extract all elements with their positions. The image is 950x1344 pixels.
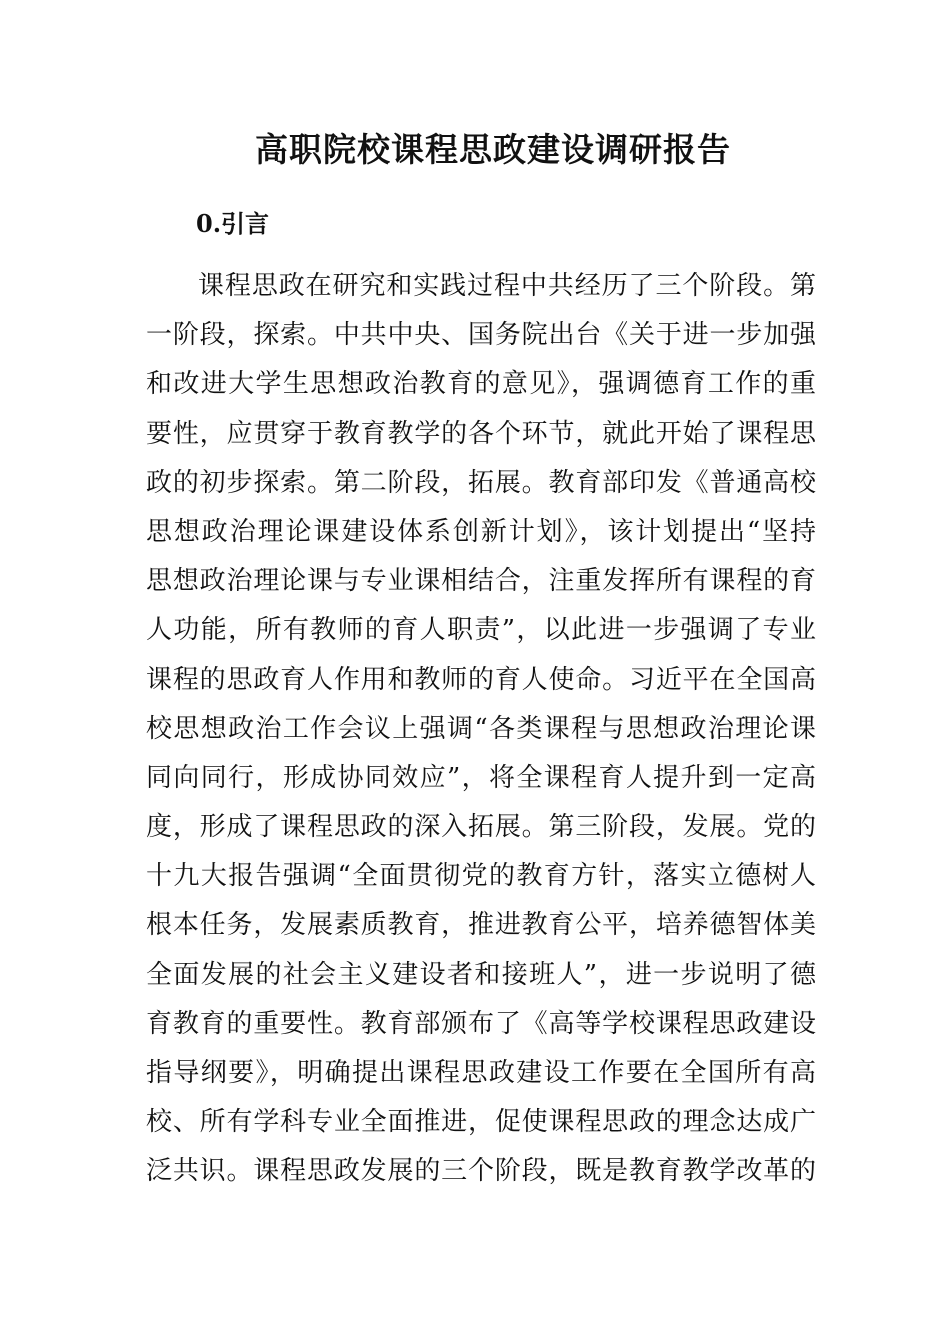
paragraph-line: 育教育的重要性。教育部颁布了《高等学校课程思政建设 [146,1008,816,1039]
paragraph-line: 全面发展的社会主义建设者和接班人”，进一步说明了德 [146,959,816,990]
paragraph-line: 人功能，所有教师的育人职责”，以此进一步强调了专业 [146,615,816,646]
paragraph-line: 课程思政在研究和实践过程中共经历了三个阶段。第 [198,271,816,301]
paragraph-line: 课程的思政育人作用和教师的育人使命。习近平在全国高 [146,664,816,695]
paragraph-line: 思想政治理论课与专业课相结合，注重发挥所有课程的育 [146,566,816,597]
paragraph-line: 同向同行，形成协同效应”，将全课程育人提升到一定高 [146,762,816,793]
paragraph-line: 泛共识。课程思政发展的三个阶段，既是教育教学改革的 [146,1156,816,1187]
document-title: 高职院校课程思政建设调研报告 [255,130,731,169]
paragraph-line: 一阶段，探索。中共中央、国务院出台《关于进一步加强 [146,320,816,351]
paragraph-line: 思想政治理论课建设体系创新计划》，该计划提出“坚持 [146,516,816,547]
paragraph-line: 要性，应贯穿于教育教学的各个环节，就此开始了课程思 [146,418,816,449]
paragraph-line: 根本任务，发展素质教育，推进教育公平，培养德智体美 [146,910,816,941]
paragraph-line: 政的初步探索。第二阶段，拓展。教育部印发《普通高校 [146,467,816,498]
paragraph-line: 校思想政治工作会议上强调“各类课程与思想政治理论课 [146,713,816,744]
paragraph-line: 校、所有学科专业全面推进，促使课程思政的理念达成广 [146,1107,816,1138]
paragraph-line: 十九大报告强调“全面贯彻党的教育方针，落实立德树人 [146,861,816,892]
body-paragraph [146,262,816,1197]
paragraph-line: 指导纲要》，明确提出课程思政建设工作要在全国所有高 [146,1058,816,1088]
paragraph-line: 度，形成了课程思政的深入拓展。第三阶段，发展。党的 [146,812,816,843]
section-heading: 0.引言 [196,209,270,238]
paragraph-line: 和改进大学生思想政治教育的意见》，强调德育工作的重 [146,369,816,400]
